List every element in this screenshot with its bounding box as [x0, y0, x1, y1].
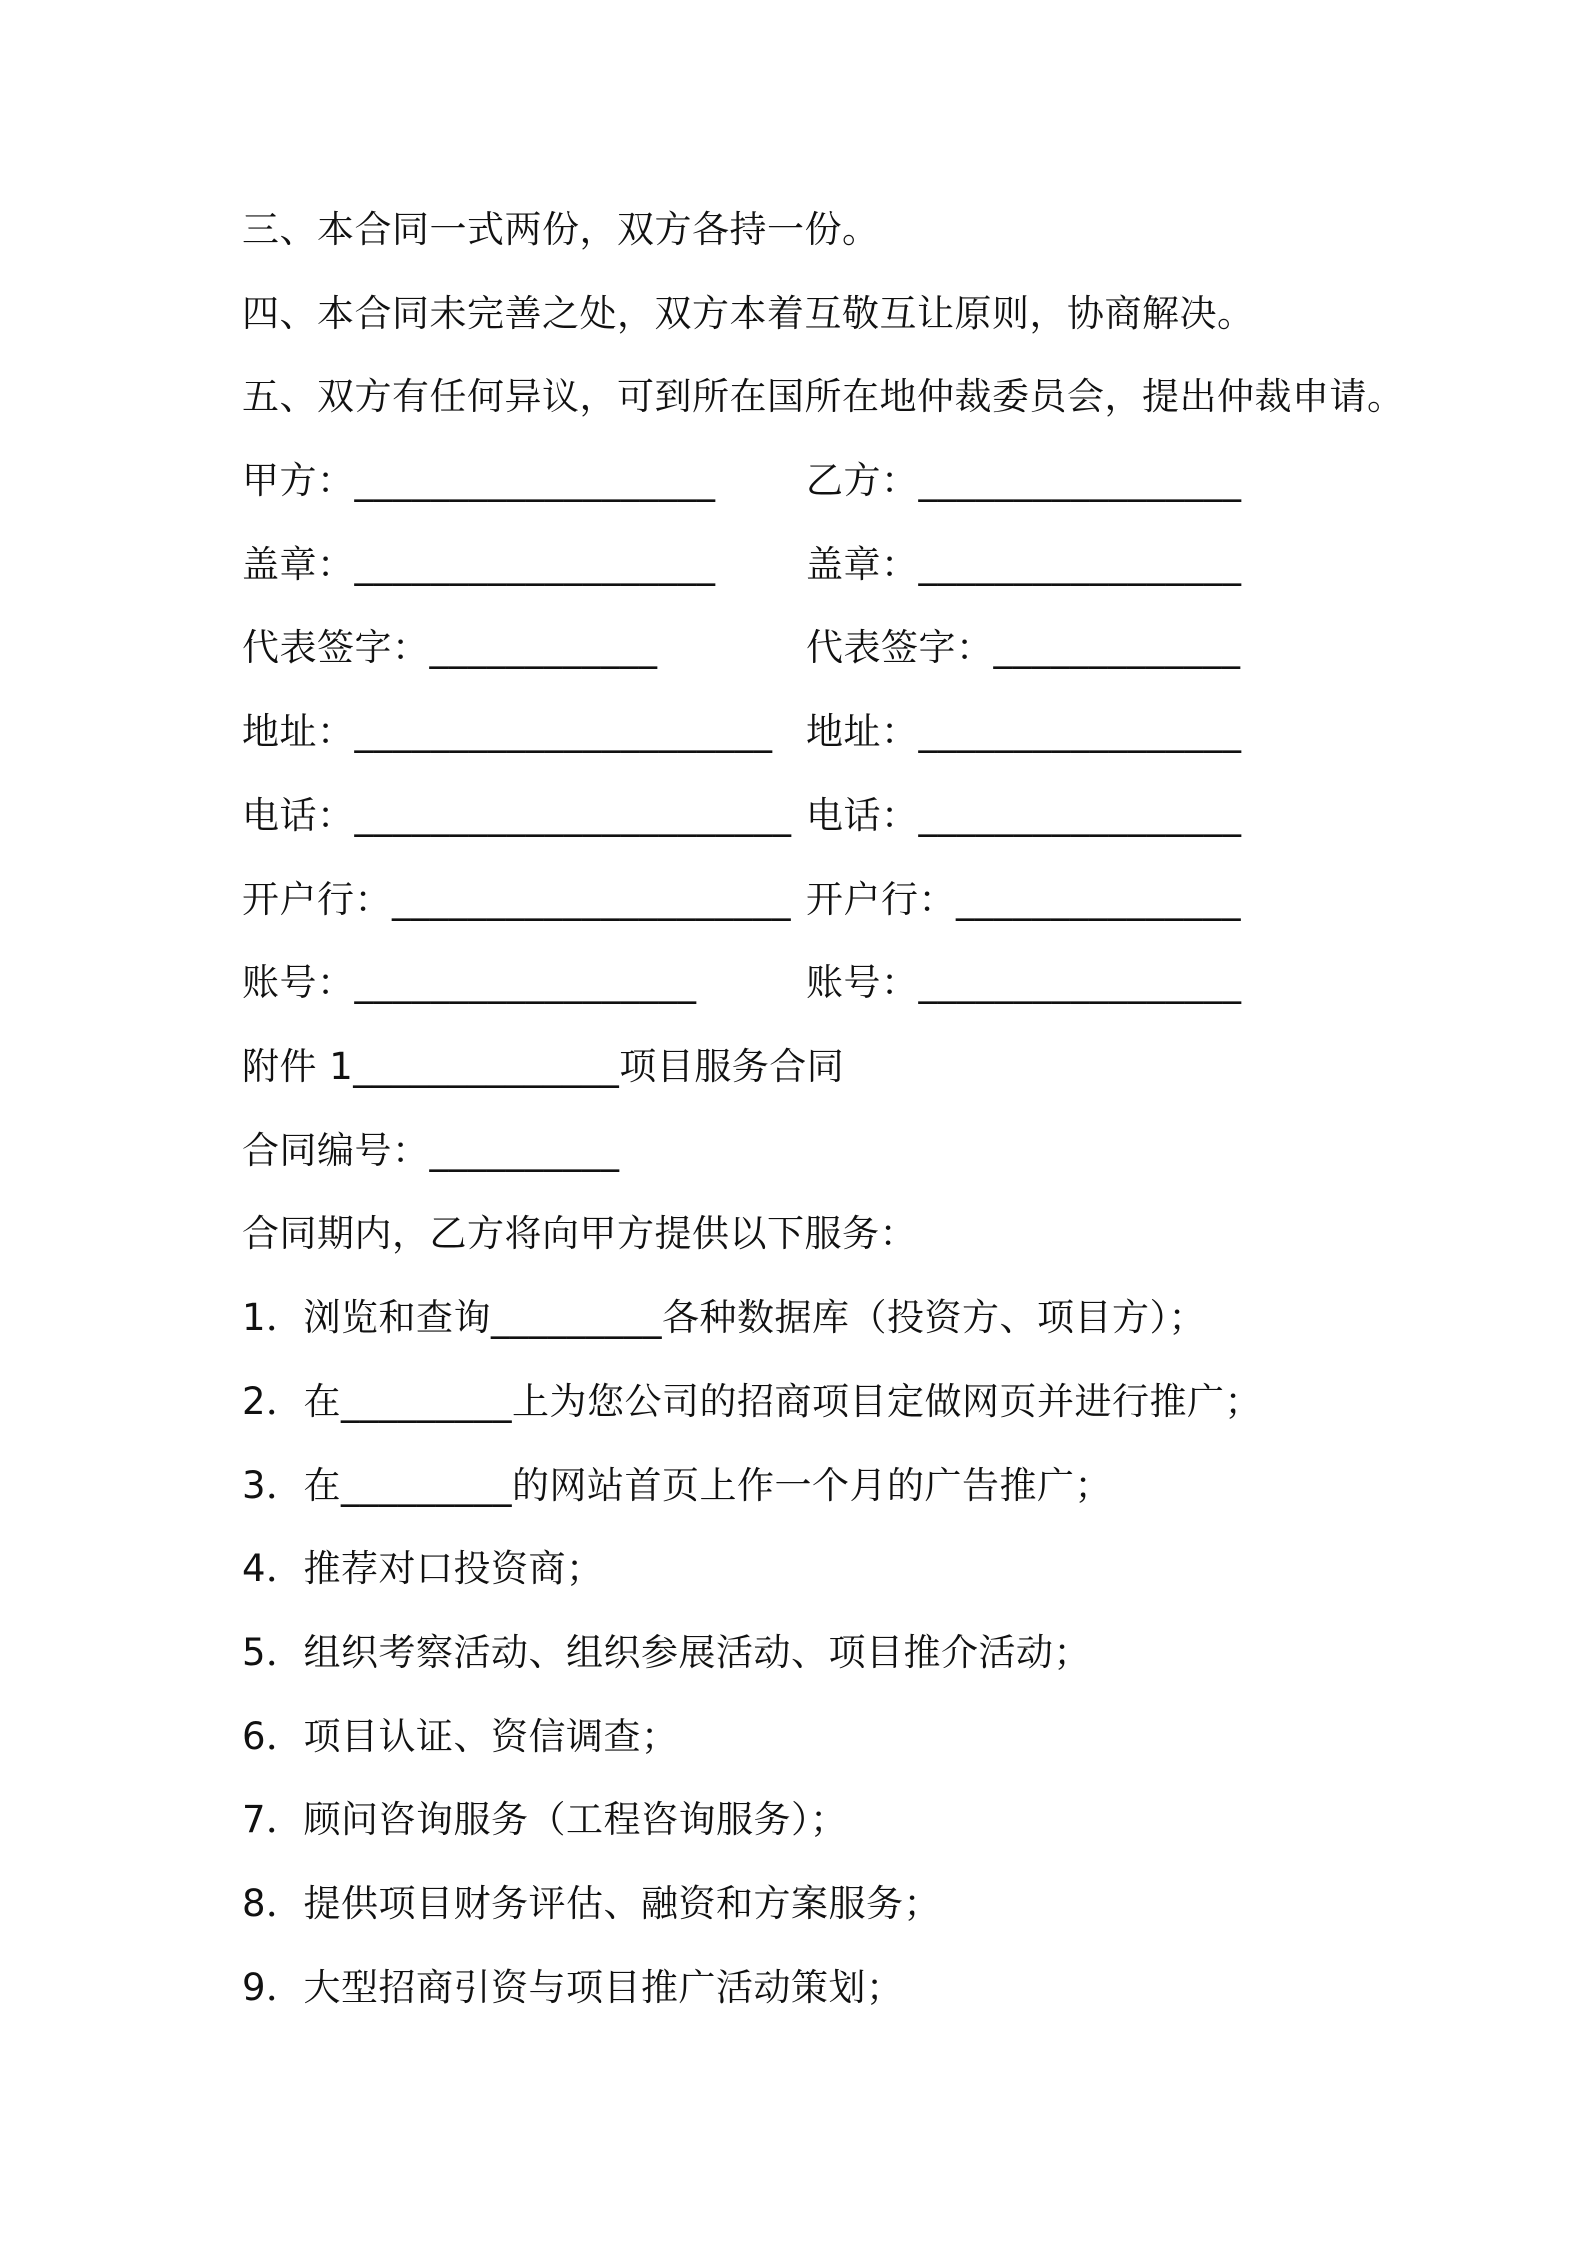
- service-item: 6．项目认证、资信调查；: [242, 1715, 679, 1758]
- party-b-field: 乙方：_________________: [806, 459, 1242, 502]
- attachment-title: 附件 1______________项目服务合同: [242, 1045, 845, 1088]
- party-b-address-field: 地址：_________________: [806, 710, 1242, 753]
- service-item: 1．浏览和查询_________各种数据库（投资方、项目方）；: [242, 1296, 1207, 1339]
- contract-number-field: 合同编号：__________: [242, 1129, 620, 1172]
- party-a-account-field: 账号：__________________: [242, 961, 697, 1004]
- clause-3: 三、本合同一式两份，双方各持一份。: [242, 208, 880, 251]
- service-item: 2．在_________上为您公司的招商项目定做网页并进行推广；: [242, 1380, 1263, 1423]
- clause-4: 四、本合同未完善之处，双方本着互敬互让原则，协商解决。: [242, 292, 1255, 335]
- party-b-representative-field: 代表签字：_____________: [806, 626, 1241, 669]
- party-b-seal-field: 盖章：_________________: [806, 543, 1242, 586]
- services-intro: 合同期内，乙方将向甲方提供以下服务：: [242, 1212, 917, 1255]
- party-a-address-field: 地址：______________________: [242, 710, 773, 753]
- party-a-seal-field: 盖章：___________________: [242, 543, 716, 586]
- service-item: 7．顾问咨询服务（工程咨询服务）；: [242, 1798, 848, 1841]
- service-item: 3．在_________的网站首页上作一个月的广告推广；: [242, 1464, 1113, 1507]
- party-a-phone-field: 电话：_______________________: [242, 794, 792, 837]
- service-item: 4．推荐对口投资商；: [242, 1547, 604, 1590]
- party-b-phone-field: 电话：_________________: [806, 794, 1242, 837]
- service-item: 5．组织考察活动、组织参展活动、项目推介活动；: [242, 1631, 1092, 1674]
- party-b-account-field: 账号：_________________: [806, 961, 1242, 1004]
- service-item: 9．大型招商引资与项目推广活动策划；: [242, 1966, 904, 2009]
- party-a-bank-field: 开户行：_____________________: [242, 878, 791, 921]
- party-a-representative-field: 代表签字：____________: [242, 626, 658, 669]
- service-item: 8．提供项目财务评估、融资和方案服务；: [242, 1882, 942, 1925]
- clause-5: 五、双方有任何异议，可到所在国所在地仲裁委员会，提出仲裁申请。: [242, 375, 1405, 418]
- party-b-bank-field: 开户行：_______________: [806, 878, 1241, 921]
- party-a-field: 甲方：___________________: [242, 459, 716, 502]
